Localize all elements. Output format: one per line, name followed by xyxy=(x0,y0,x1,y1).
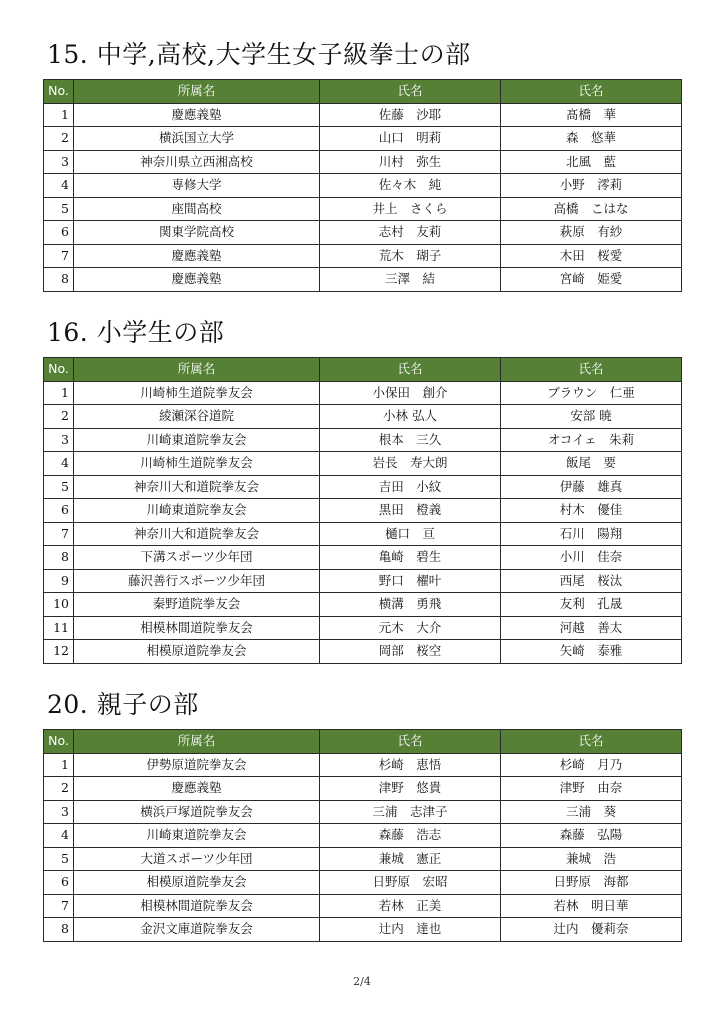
cell-no: 1 xyxy=(44,103,74,127)
cell-affiliation: 川崎柿生道院拳友会 xyxy=(74,381,320,405)
cell-name-2: 三浦 葵 xyxy=(501,800,682,824)
header-no: No. xyxy=(44,358,74,382)
cell-affiliation: 慶應義塾 xyxy=(74,268,320,292)
table-header-row xyxy=(44,80,682,104)
table-row xyxy=(44,824,682,848)
table-header-row xyxy=(44,730,682,754)
cell-name-2: 河越 善太 xyxy=(501,616,682,640)
cell-affiliation: 相模原道院拳友会 xyxy=(74,871,320,895)
cell-name-1: 小保田 創介 xyxy=(320,381,501,405)
cell-affiliation: 川崎東道院拳友会 xyxy=(74,824,320,848)
cell-no: 5 xyxy=(44,197,74,221)
cell-no: 6 xyxy=(44,221,74,245)
cell-no: 5 xyxy=(44,475,74,499)
table-row xyxy=(44,244,682,268)
cell-name-1: 兼城 憲正 xyxy=(320,847,501,871)
table-row xyxy=(44,569,682,593)
table-row xyxy=(44,197,682,221)
cell-no: 3 xyxy=(44,150,74,174)
cell-no: 6 xyxy=(44,871,74,895)
cell-affiliation: 相模林間道院拳友会 xyxy=(74,894,320,918)
cell-affiliation: 慶應義塾 xyxy=(74,244,320,268)
cell-name-2: 小野 澪莉 xyxy=(501,174,682,198)
cell-name-1: 森藤 浩志 xyxy=(320,824,501,848)
cell-name-1: 荒木 瑚子 xyxy=(320,244,501,268)
header-name-2: 氏名 xyxy=(501,358,682,382)
header-affiliation: 所属名 xyxy=(74,80,320,104)
cell-name-2: 高橋 こはな xyxy=(501,197,682,221)
table-row xyxy=(44,221,682,245)
cell-name-2: 友利 孔晟 xyxy=(501,593,682,617)
cell-name-2: 伊藤 雄真 xyxy=(501,475,682,499)
header-affiliation: 所属名 xyxy=(74,730,320,754)
cell-name-2: 木田 桜愛 xyxy=(501,244,682,268)
cell-affiliation: 神奈川大和道院拳友会 xyxy=(74,475,320,499)
cell-no: 1 xyxy=(44,381,74,405)
cell-affiliation: 金沢文庫道院拳友会 xyxy=(74,918,320,942)
header-name-2: 氏名 xyxy=(501,730,682,754)
table-row xyxy=(44,753,682,777)
cell-affiliation: 神奈川大和道院拳友会 xyxy=(74,522,320,546)
cell-affiliation: 川崎東道院拳友会 xyxy=(74,499,320,523)
table-row xyxy=(44,103,682,127)
header-name-1: 氏名 xyxy=(320,730,501,754)
section-title-15: 15. 中学,高校,大学生女子級拳士の部 xyxy=(47,40,471,69)
cell-name-1: 野口 櫂叶 xyxy=(320,569,501,593)
cell-name-1: 山口 明莉 xyxy=(320,127,501,151)
table-row xyxy=(44,127,682,151)
table-row xyxy=(44,522,682,546)
table-row xyxy=(44,640,682,664)
cell-no: 12 xyxy=(44,640,74,664)
cell-name-1: 志村 友莉 xyxy=(320,221,501,245)
table-row xyxy=(44,871,682,895)
cell-name-2: 兼城 浩 xyxy=(501,847,682,871)
section-title-16: 16. 小学生の部 xyxy=(47,318,225,347)
cell-name-1: 根本 三久 xyxy=(320,428,501,452)
cell-no: 7 xyxy=(44,522,74,546)
table-row xyxy=(44,428,682,452)
cell-name-1: 日野原 宏昭 xyxy=(320,871,501,895)
cell-name-2: 若林 明日華 xyxy=(501,894,682,918)
cell-affiliation: 慶應義塾 xyxy=(74,777,320,801)
page-number: 2/4 xyxy=(353,975,371,988)
cell-name-1: 亀崎 碧生 xyxy=(320,546,501,570)
cell-name-2: 飯尾 要 xyxy=(501,452,682,476)
header-no: No. xyxy=(44,80,74,104)
header-affiliation: 所属名 xyxy=(74,358,320,382)
cell-name-2: ブラウン 仁亜 xyxy=(501,381,682,405)
cell-affiliation: 大道スポーツ少年団 xyxy=(74,847,320,871)
cell-no: 2 xyxy=(44,127,74,151)
cell-no: 4 xyxy=(44,452,74,476)
cell-affiliation: 伊勢原道院拳友会 xyxy=(74,753,320,777)
cell-affiliation: 専修大学 xyxy=(74,174,320,198)
roster-table-15 xyxy=(43,79,682,292)
table-row xyxy=(44,174,682,198)
cell-name-1: 岩長 寿大朗 xyxy=(320,452,501,476)
cell-name-1: 吉田 小紋 xyxy=(320,475,501,499)
cell-no: 2 xyxy=(44,777,74,801)
cell-name-1: 三浦 志津子 xyxy=(320,800,501,824)
cell-name-2: 津野 由奈 xyxy=(501,777,682,801)
cell-name-2: 石川 陽翔 xyxy=(501,522,682,546)
table-row xyxy=(44,499,682,523)
cell-no: 8 xyxy=(44,918,74,942)
cell-affiliation: 慶應義塾 xyxy=(74,103,320,127)
cell-no: 3 xyxy=(44,428,74,452)
table-row xyxy=(44,918,682,942)
cell-name-2: 日野原 海都 xyxy=(501,871,682,895)
roster-table-16 xyxy=(43,357,682,664)
cell-name-2: 村木 優佳 xyxy=(501,499,682,523)
cell-name-2: 森藤 弘陽 xyxy=(501,824,682,848)
table-row xyxy=(44,894,682,918)
cell-no: 1 xyxy=(44,753,74,777)
cell-affiliation: 神奈川県立西湘高校 xyxy=(74,150,320,174)
cell-no: 7 xyxy=(44,244,74,268)
cell-name-1: 辻内 達也 xyxy=(320,918,501,942)
cell-name-2: 矢崎 泰雅 xyxy=(501,640,682,664)
cell-no: 4 xyxy=(44,174,74,198)
cell-name-2: 萩原 有紗 xyxy=(501,221,682,245)
cell-name-2: 森 悠華 xyxy=(501,127,682,151)
cell-name-1: 小林 弘人 xyxy=(320,405,501,429)
table-row xyxy=(44,268,682,292)
cell-name-1: 佐々木 純 xyxy=(320,174,501,198)
cell-affiliation: 下溝スポーツ少年団 xyxy=(74,546,320,570)
cell-affiliation: 座間高校 xyxy=(74,197,320,221)
cell-affiliation: 藤沢善行スポーツ少年団 xyxy=(74,569,320,593)
cell-name-1: 横溝 勇飛 xyxy=(320,593,501,617)
cell-no: 11 xyxy=(44,616,74,640)
cell-name-1: 津野 悠貴 xyxy=(320,777,501,801)
table-row xyxy=(44,150,682,174)
header-name-2: 氏名 xyxy=(501,80,682,104)
cell-name-2: 北風 藍 xyxy=(501,150,682,174)
cell-name-2: オコイェ 朱莉 xyxy=(501,428,682,452)
cell-affiliation: 横浜戸塚道院拳友会 xyxy=(74,800,320,824)
cell-name-1: 岡部 桜空 xyxy=(320,640,501,664)
table-row xyxy=(44,616,682,640)
cell-name-1: 樋口 亘 xyxy=(320,522,501,546)
cell-no: 5 xyxy=(44,847,74,871)
roster-table-20 xyxy=(43,729,682,942)
table-row xyxy=(44,777,682,801)
cell-name-1: 川村 弥生 xyxy=(320,150,501,174)
table-row xyxy=(44,800,682,824)
cell-name-1: 三澤 結 xyxy=(320,268,501,292)
cell-name-2: 安部 暁 xyxy=(501,405,682,429)
cell-name-2: 小川 佳奈 xyxy=(501,546,682,570)
cell-affiliation: 相模林間道院拳友会 xyxy=(74,616,320,640)
cell-no: 8 xyxy=(44,546,74,570)
table-row xyxy=(44,847,682,871)
cell-name-1: 井上 さくら xyxy=(320,197,501,221)
cell-name-2: 髙橋 華 xyxy=(501,103,682,127)
cell-affiliation: 綾瀬深谷道院 xyxy=(74,405,320,429)
cell-no: 8 xyxy=(44,268,74,292)
cell-name-1: 黒田 橙義 xyxy=(320,499,501,523)
section-title-20: 20. 親子の部 xyxy=(47,690,199,719)
cell-affiliation: 川崎柿生道院拳友会 xyxy=(74,452,320,476)
cell-name-1: 佐藤 沙耶 xyxy=(320,103,501,127)
cell-name-2: 西尾 桜汰 xyxy=(501,569,682,593)
cell-no: 7 xyxy=(44,894,74,918)
cell-no: 3 xyxy=(44,800,74,824)
cell-name-1: 元木 大介 xyxy=(320,616,501,640)
cell-affiliation: 秦野道院拳友会 xyxy=(74,593,320,617)
table-row xyxy=(44,381,682,405)
table-row xyxy=(44,546,682,570)
header-name-1: 氏名 xyxy=(320,80,501,104)
cell-no: 10 xyxy=(44,593,74,617)
cell-no: 9 xyxy=(44,569,74,593)
cell-name-2: 辻内 優莉奈 xyxy=(501,918,682,942)
table-row xyxy=(44,405,682,429)
cell-no: 6 xyxy=(44,499,74,523)
table-row xyxy=(44,593,682,617)
header-name-1: 氏名 xyxy=(320,358,501,382)
table-row xyxy=(44,475,682,499)
table-header-row xyxy=(44,358,682,382)
cell-affiliation: 相模原道院拳友会 xyxy=(74,640,320,664)
cell-no: 2 xyxy=(44,405,74,429)
cell-name-1: 杉崎 恵悟 xyxy=(320,753,501,777)
cell-affiliation: 横浜国立大学 xyxy=(74,127,320,151)
cell-name-2: 宮崎 姫愛 xyxy=(501,268,682,292)
cell-name-2: 杉崎 月乃 xyxy=(501,753,682,777)
cell-no: 4 xyxy=(44,824,74,848)
cell-affiliation: 川崎東道院拳友会 xyxy=(74,428,320,452)
table-row xyxy=(44,452,682,476)
cell-name-1: 若林 正美 xyxy=(320,894,501,918)
cell-affiliation: 関東学院高校 xyxy=(74,221,320,245)
header-no: No. xyxy=(44,730,74,754)
